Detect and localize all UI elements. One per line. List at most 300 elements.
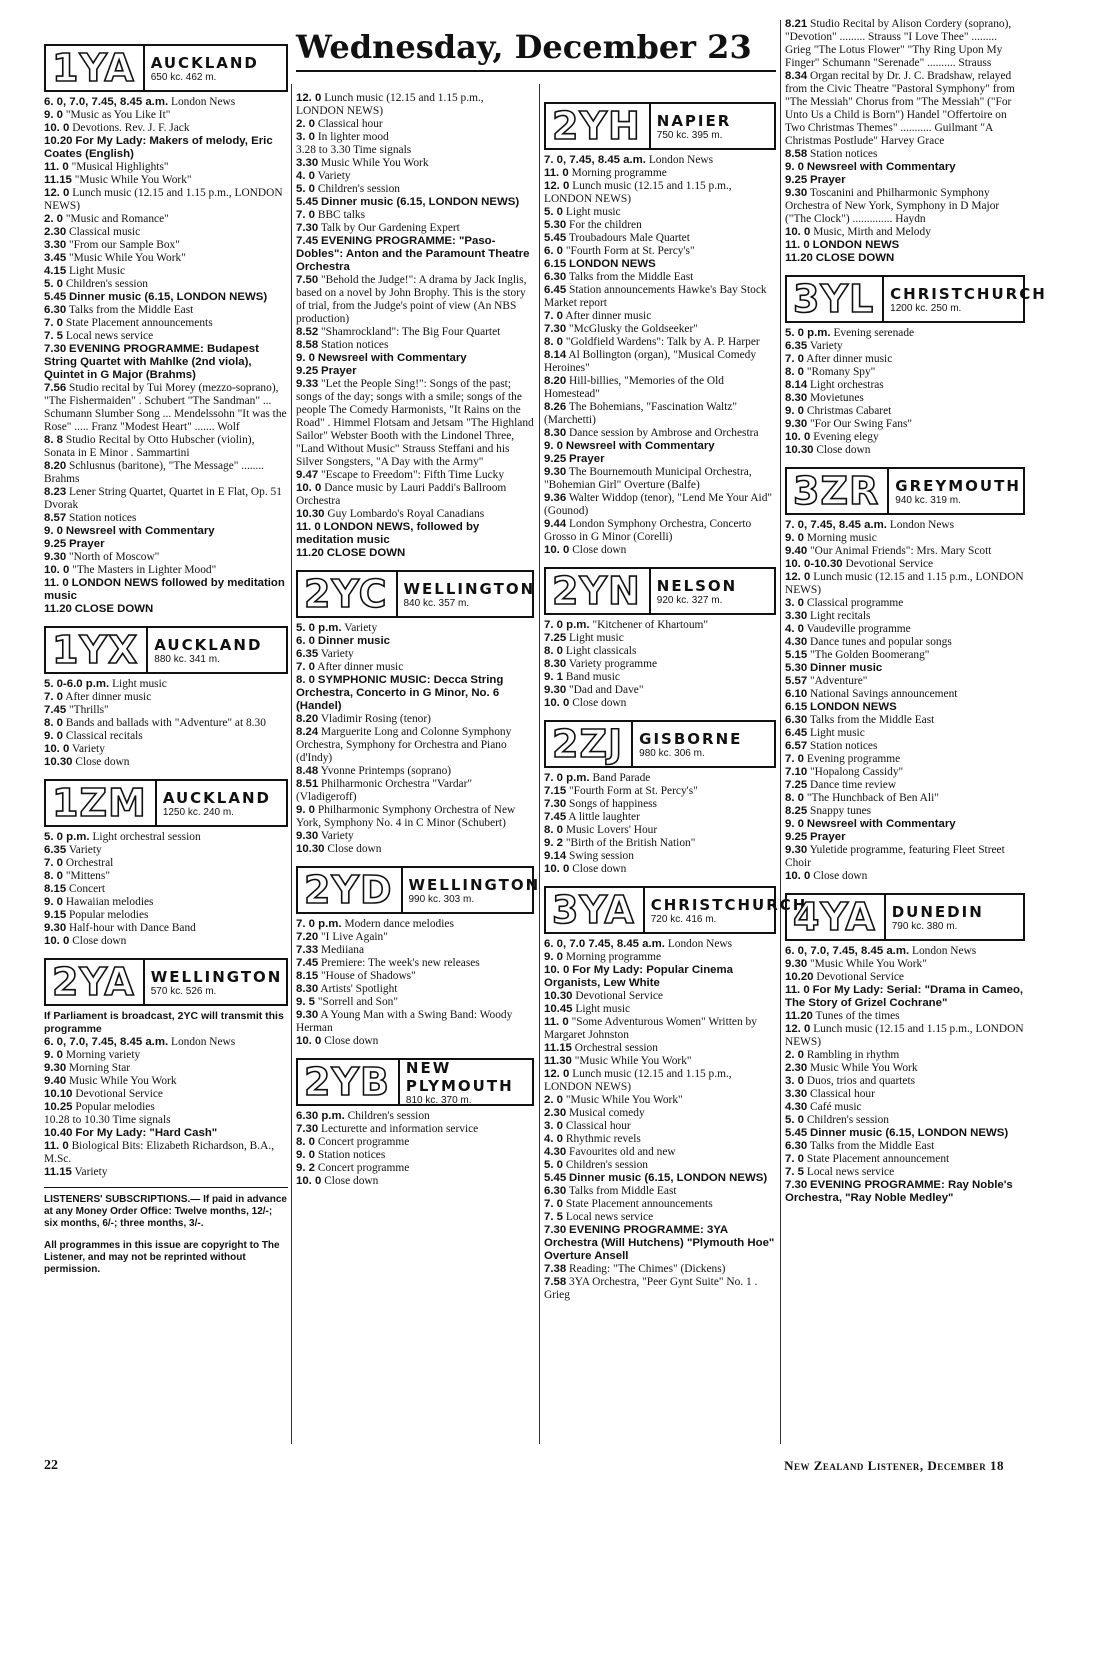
programme-entry — [44, 187, 288, 213]
programme-description: Station notices — [321, 339, 389, 351]
programme-time: 6.30 p.m. — [296, 1110, 345, 1122]
programme-description: Marguerite Long and Colonne Symphony Orchestra, Symphony for Orchestra and Piano (d'Indy) — [296, 726, 512, 764]
programme-entry — [785, 174, 1025, 187]
programme-entry — [544, 1172, 776, 1185]
programme-time: 5. 0 p.m. — [296, 622, 342, 634]
programme-time: 7.30 — [44, 343, 67, 355]
programme-entry — [544, 1185, 776, 1198]
programme-description: Schlusnus (baritone), "The Message" ........ Brahms — [44, 460, 265, 485]
station-city: NEW PLYMOUTH — [405, 1058, 514, 1095]
station-info — [643, 888, 808, 932]
programme-description: Lener String Quartet, Quartet in E Flat, Op. 51 Dvorak — [44, 486, 282, 511]
programme-entry — [544, 772, 776, 785]
programme-description: National Savings announcement — [810, 688, 958, 700]
programme-time: 12. 0 — [785, 1023, 811, 1035]
programme-time: 9.36 — [544, 492, 567, 504]
programme-entry — [785, 1127, 1025, 1140]
programme-entry — [544, 990, 776, 1003]
programme-description: Close down — [813, 870, 868, 882]
column-2 — [296, 92, 541, 1188]
programme-entry — [296, 726, 534, 765]
programme-description: Music Lovers' Hour — [565, 824, 658, 836]
station-info — [401, 868, 541, 912]
programme-description: Band music — [565, 671, 620, 683]
programme-description: "Hopalong Cassidy" — [810, 766, 904, 778]
programme-time: 11. 0 — [296, 521, 321, 533]
programme-entry — [44, 1140, 288, 1166]
programme-time: 9. 0 — [44, 730, 63, 742]
station-info — [884, 895, 1023, 939]
programme-entry — [785, 1166, 1025, 1179]
programme-description: "House of Shadows" — [321, 970, 416, 982]
programme-entry — [44, 525, 288, 538]
programme-entry — [785, 766, 1025, 779]
programme-time: 7.30 — [785, 1179, 808, 1191]
programme-entry — [785, 701, 1025, 714]
programme-entry — [44, 434, 288, 460]
programme-time: 5. 0 p.m. — [44, 831, 90, 843]
programme-description: Devotions. Rev. J. F. Jack — [72, 122, 190, 134]
programme-description: Local news service — [565, 1211, 654, 1223]
programme-entry — [785, 1101, 1025, 1114]
programme-time: 5. 0-6.0 p.m. — [44, 678, 110, 690]
programme-time: 10.10 — [44, 1088, 73, 1100]
programme-entry — [296, 648, 534, 661]
programme-entry — [544, 1042, 776, 1055]
programme-entry — [296, 144, 534, 157]
programme-entry — [44, 96, 288, 109]
programme-description: Prayer — [810, 831, 846, 843]
programme-time: 9.30 — [296, 1009, 319, 1021]
programme-entry — [785, 1062, 1025, 1075]
programme-time: 8. 0 — [296, 1136, 315, 1148]
programme-time: 8.14 — [785, 379, 808, 391]
programme-entry — [44, 486, 288, 512]
station-frequency: 750 kc. 395 m. — [656, 129, 723, 141]
station-callsign: 4YA — [793, 895, 876, 939]
programme-entry — [544, 1263, 776, 1276]
programme-entry — [544, 1133, 776, 1146]
programme-entry — [785, 805, 1025, 818]
station-header-1zm — [44, 779, 288, 827]
programme-description: "Mittens" — [65, 870, 110, 882]
programme-description: Dinner music (6.15, LONDON NEWS) — [321, 196, 520, 208]
programme-description: Swing session — [569, 850, 634, 862]
programme-time: 7. 0 p.m. — [296, 918, 342, 930]
programme-entry — [785, 870, 1025, 883]
programme-description: In lighter mood — [317, 131, 389, 143]
programme-entry — [44, 883, 288, 896]
programme-entry — [785, 945, 1025, 958]
station-callsign: 1YX — [52, 628, 139, 672]
programme-time: 6.57 — [785, 740, 808, 752]
programme-entry — [785, 753, 1025, 766]
programme-description: Classical recitals — [65, 730, 143, 742]
programme-time: 5. 0 — [44, 278, 63, 290]
programme-description: Mediiana — [321, 944, 365, 956]
programme-entry — [296, 209, 534, 222]
station-header-2yb — [296, 1058, 534, 1106]
programme-description: "Some Adventurous Women" Written by Margaret Johnston — [544, 1016, 757, 1041]
programme-time: 7. 0 — [44, 691, 63, 703]
programme-description: Newsreel with Commentary — [806, 161, 956, 173]
programme-time: 9. 0 — [544, 951, 563, 963]
programme-description: Dance session by Ambrose and Orchestra — [569, 427, 759, 439]
station-city: AUCKLAND — [162, 788, 271, 807]
programme-time: 8.57 — [44, 512, 67, 524]
programme-entry — [296, 931, 534, 944]
programme-entry — [544, 518, 776, 544]
programme-entry — [544, 544, 776, 557]
programme-entry — [296, 674, 534, 713]
programme-time: 9.30 — [785, 187, 808, 199]
programme-entry — [544, 632, 776, 645]
programme-description: LONDON NEWS — [569, 258, 656, 270]
programme-description: Close down — [72, 935, 127, 947]
programme-entry — [785, 831, 1025, 844]
programme-time: 9.30 — [544, 466, 567, 478]
programme-entry — [544, 1224, 776, 1263]
programme-time: 6.15 — [544, 258, 567, 270]
station-city: WELLINGTON — [403, 579, 536, 598]
programme-description: SYMPHONIC MUSIC: Decca String Orchestra, Concerto in G Minor, No. 6 (Handel) — [296, 674, 504, 712]
programme-time: 5.15 — [785, 649, 808, 661]
column-rule — [780, 20, 781, 1444]
programme-entry — [544, 206, 776, 219]
programme-entry — [785, 340, 1025, 353]
programme-description: Classical hour — [810, 1088, 875, 1100]
programme-entry — [44, 538, 288, 551]
programme-time: 10.20 — [785, 971, 814, 983]
programme-entry — [544, 1107, 776, 1120]
station-header-2yd — [296, 866, 541, 914]
programme-entry — [296, 131, 534, 144]
programme-description: Yvonne Printemps (soprano) — [320, 765, 452, 777]
programme-time: 6. 0, 7.0 7.45, 8.45 a.m. — [544, 938, 665, 950]
programme-description: Talks from the Middle East — [809, 1140, 935, 1152]
programme-entry — [544, 671, 776, 684]
programme-entry — [785, 844, 1025, 870]
station-frequency: 1200 kc. 250 m. — [890, 302, 962, 314]
programme-time: 10.30 — [544, 990, 573, 1002]
programme-entry — [296, 622, 534, 635]
programme-time: 8. 0 — [785, 792, 804, 804]
programme-time: 9.25 — [785, 831, 808, 843]
programme-description: "Fourth Form at St. Percy's" — [565, 245, 695, 257]
programme-time: 12. 0 — [44, 187, 70, 199]
programme-time: 9.25 — [785, 174, 808, 186]
programme-description: Evening programme — [806, 753, 901, 765]
programme-entry — [296, 661, 534, 674]
programme-time: 2. 0 — [44, 213, 63, 225]
programme-description: Evening serenade — [833, 327, 915, 339]
station-info — [649, 104, 774, 148]
programme-description: Classical hour — [317, 118, 383, 130]
programme-entry — [785, 70, 1025, 148]
programme-description: 3.28 to 3.30 Time signals — [296, 144, 412, 156]
programme-description: "I Live Again" — [321, 931, 388, 943]
programme-time: 8.51 — [296, 778, 319, 790]
programme-description: "Thrills" — [69, 704, 109, 716]
programme-entry — [44, 265, 288, 278]
programme-time: 9.47 — [296, 469, 319, 481]
programme-description: "Sorrell and Son" — [317, 996, 399, 1008]
programme-entry — [544, 167, 776, 180]
programme-time: 10.40 — [44, 1127, 73, 1139]
station-header-2yc — [296, 570, 534, 618]
programme-entry — [544, 1068, 776, 1094]
programme-time: 9. 2 — [296, 1162, 315, 1174]
programme-description: Bands and ballads with "Adventure" at 8.30 — [65, 717, 266, 729]
programme-description: Light recitals — [810, 610, 871, 622]
programme-entry — [785, 444, 1025, 457]
programme-description: Morning programme — [571, 167, 667, 179]
programme-description: Half-hour with Dance Band — [69, 922, 196, 934]
station-city: GISBORNE — [639, 729, 743, 748]
programme-time: 9. 2 — [544, 837, 563, 849]
station-frequency: 920 kc. 327 m. — [656, 594, 723, 606]
programme-time: 10. 0 — [544, 544, 570, 556]
station-callsign: 2YA — [52, 960, 135, 1004]
programme-description: Children's session — [565, 1159, 648, 1171]
programme-entry — [44, 382, 288, 434]
programme-description: "McGlusky the Goldseeker" — [569, 323, 698, 335]
programme-description: After dinner music — [806, 353, 893, 365]
programme-entry — [785, 392, 1025, 405]
programme-description: Variety — [344, 622, 378, 634]
programme-description: London News — [170, 1036, 236, 1048]
station-callsign: 3YA — [552, 888, 635, 932]
programme-entry — [44, 922, 288, 935]
programme-entry — [296, 1136, 534, 1149]
programme-description: BBC talks — [317, 209, 366, 221]
programme-description: "Escape to Freedom": Fifth Time Lucky — [321, 469, 505, 481]
programme-entry — [44, 691, 288, 704]
programme-entry — [544, 310, 776, 323]
programme-time: 11.20 — [44, 603, 72, 615]
programme-time: 10. 0 — [44, 743, 70, 755]
programme-description: Dinner music — [317, 635, 391, 647]
programme-description: Close down — [327, 843, 382, 855]
programme-entry — [785, 379, 1025, 392]
programme-entry — [296, 183, 534, 196]
programme-time: 7.33 — [296, 944, 319, 956]
programme-time: 8. 0 — [44, 870, 63, 882]
programme-description: "For Our Swing Fans" — [810, 418, 913, 430]
programme-description: London Symphony Orchestra, Concerto Grosso in G Minor (Corelli) — [544, 518, 752, 543]
programme-entry — [296, 957, 534, 970]
programme-description: Philharmonic Symphony Orchestra of New York, Symphony No. 4 in C Minor (Schubert) — [296, 804, 516, 829]
programme-description: Devotional Service — [75, 1088, 163, 1100]
programme-entry — [785, 431, 1025, 444]
programme-description: Dinner music (6.15, LONDON NEWS) — [569, 1172, 768, 1184]
programme-entry — [44, 213, 288, 226]
programme-description: Al Bollington (organ), "Musical Comedy Heroines" — [544, 349, 757, 374]
programme-entry — [296, 170, 534, 183]
programme-description: State Placement announcements — [565, 1198, 713, 1210]
programme-entry — [785, 675, 1025, 688]
programme-entry — [544, 1016, 776, 1042]
programme-description: Concert — [69, 883, 106, 895]
programme-time: 9.30 — [44, 1062, 67, 1074]
programme-description: "Music While You Work" — [565, 1094, 683, 1106]
programme-time: 6. 0, 7.0, 7.45, 8.45 a.m. — [44, 1036, 169, 1048]
programme-entry — [296, 157, 534, 170]
programme-entry — [544, 811, 776, 824]
programme-entry — [544, 401, 776, 427]
programme-time: 6. 0 — [296, 635, 315, 647]
programme-description: Newsreel with Commentary — [317, 352, 467, 364]
programme-time: 9. 0 — [544, 440, 563, 452]
programme-entry — [44, 135, 288, 161]
programme-description: Lunch music (12.15 and 1.15 p.m., LONDON NEWS) — [44, 187, 283, 212]
programme-entry — [785, 1140, 1025, 1153]
programme-entry — [785, 366, 1025, 379]
programme-description: Morning music — [806, 532, 877, 544]
programme-entry — [296, 196, 534, 209]
programme-entry — [544, 824, 776, 837]
programme-entry — [785, 252, 1025, 265]
programme-description: EVENING PROGRAMME: Ray Noble's Orchestra, "Ray Noble Medley" — [785, 1179, 1013, 1204]
programme-time: 7.10 — [785, 766, 808, 778]
programme-description: Newsreel with Commentary — [65, 525, 215, 537]
programme-description: Vaudeville programme — [806, 623, 911, 635]
programme-description: Lunch music (12.15 and 1.15 p.m., LONDON NEWS) — [296, 92, 484, 117]
programme-description: EVENING PROGRAMME: "Paso-Dobles": Anton and the Paramount Theatre Orchestra — [296, 235, 530, 273]
programme-description: "Music While You Work" — [574, 1055, 692, 1067]
programme-description: "Music as You Like It" — [65, 109, 171, 121]
programme-time: 3.30 — [296, 157, 319, 169]
programme-entry — [785, 597, 1025, 610]
station-city: AUCKLAND — [150, 53, 259, 72]
programme-description: "The Masters in Lighter Mood" — [72, 564, 217, 576]
programme-entry — [544, 232, 776, 245]
programme-description: "Music and Romance" — [65, 213, 169, 225]
station-frequency: 1250 kc. 240 m. — [162, 806, 234, 818]
programme-time: 9.25 — [44, 538, 67, 550]
programme-entry — [44, 460, 288, 486]
programme-time: 10. 0 — [44, 935, 70, 947]
programme-time: 10. 0 — [544, 863, 570, 875]
programme-time: 8.20 — [544, 375, 567, 387]
programme-entry — [785, 688, 1025, 701]
programme-entry — [544, 1120, 776, 1133]
programme-description: Hill-billies, "Memories of the Old Homestead" — [544, 375, 724, 400]
programme-description: Lunch music (12.15 and 1.15 p.m., LONDON NEWS) — [785, 571, 1024, 596]
station-note: If Parliament is broadcast, 2YC will transmit this programme — [44, 1010, 284, 1035]
programme-description: Talks from Middle East — [568, 1185, 677, 1197]
programme-description: Light music — [575, 1003, 631, 1015]
programme-entry — [44, 1088, 288, 1101]
programme-time: 7. 0 p.m. — [544, 619, 590, 631]
programme-description: For the children — [569, 219, 642, 231]
programme-description: Close down — [572, 697, 627, 709]
programme-entry — [785, 779, 1025, 792]
programme-time: 4.30 — [785, 1101, 808, 1113]
programme-entry — [44, 935, 288, 948]
station-frequency: 940 kc. 319 m. — [895, 494, 961, 506]
programme-time: 11. 0 — [44, 1140, 69, 1152]
programme-entry — [544, 850, 776, 863]
station-info — [143, 46, 286, 90]
station-header-1ya — [44, 44, 288, 92]
programme-entry — [44, 870, 288, 883]
programme-entry — [785, 327, 1025, 340]
programme-entry — [296, 996, 534, 1009]
programme-entry — [44, 1036, 288, 1049]
programme-description: CLOSE DOWN — [326, 547, 406, 559]
programme-description: Variety — [317, 170, 351, 182]
programme-entry — [44, 1075, 288, 1088]
programme-entry — [44, 343, 288, 382]
programme-time: 3. 0 — [785, 1075, 804, 1087]
programme-entry — [296, 352, 534, 365]
programme-time: 8.14 — [544, 349, 567, 361]
programme-time: 10. 0 — [544, 964, 570, 976]
programme-time: 5. 0 — [296, 183, 315, 195]
programme-description: Light orchestras — [810, 379, 884, 391]
station-info — [398, 1060, 532, 1104]
programme-description: Children's session — [347, 1110, 430, 1122]
programme-entry — [544, 427, 776, 440]
station-frequency: 650 kc. 462 m. — [150, 71, 217, 83]
programme-description: Variety — [809, 340, 843, 352]
programme-description: Christmas Cabaret — [806, 405, 892, 417]
programme-time: 10. 0 — [785, 431, 811, 443]
station-frequency: 790 kc. 380 m. — [891, 920, 958, 932]
programme-entry — [544, 951, 776, 964]
programme-entry — [544, 1276, 776, 1302]
programme-time: 9.30 — [544, 684, 567, 696]
programme-time: 7. 0 — [44, 317, 63, 329]
programme-entry — [296, 274, 534, 326]
programme-description: Favourites old and new — [569, 1146, 676, 1158]
programme-time: 10.30 — [44, 756, 73, 768]
programme-description: Organ recital by Dr. J. C. Bradshaw, relayed from the Civic Theatre "Pastoral Symphony" from "The Messiah" Chorus from "The Messiah" ("For Unto Us a Child is Born") Handel "Offertoire on Two Christmas Themes" ........... Guilmant "A Christmas Postlude" Harvey Grace — [785, 70, 1015, 147]
programme-time: 7. 0 p.m. — [544, 772, 590, 784]
programme-description: The Bohemians, "Fascination Waltz" (Marchetti) — [544, 401, 738, 426]
programme-time: 7. 0 — [544, 310, 563, 322]
programme-description: A Young Man with a Swing Band: Woody Herman — [296, 1009, 513, 1034]
programme-description: Walter Widdop (tenor), "Lend Me Your Aid" (Gounod) — [544, 492, 773, 517]
programme-entry — [44, 564, 288, 577]
programme-description: Devotional Service — [816, 971, 904, 983]
programme-entry — [785, 740, 1025, 753]
programme-entry — [785, 1114, 1025, 1127]
programme-entry — [785, 958, 1025, 971]
station-city: CHRISTCHURCH — [650, 895, 808, 914]
programme-description: Variety — [68, 844, 102, 856]
programme-time: 10.25 — [44, 1101, 73, 1113]
programme-description: EVENING PROGRAMME: Budapest String Quartet with Mahlke (2nd viola), Quintet in G Major (Brahms) — [44, 343, 259, 381]
programme-entry — [544, 453, 776, 466]
programme-time: 11.20 — [785, 252, 813, 264]
programme-entry — [296, 1162, 534, 1175]
programme-time: 9. 0 — [296, 804, 315, 816]
programme-time: 7.15 — [544, 785, 567, 797]
programme-entry — [44, 551, 288, 564]
programme-time: 7. 0, 7.45, 8.45 a.m. — [785, 519, 887, 531]
programme-entry — [544, 336, 776, 349]
programme-description: Station notices — [810, 148, 878, 160]
programme-description: Classical music — [69, 226, 141, 238]
programme-time: 9.25 — [544, 453, 567, 465]
programme-time: 7.25 — [785, 779, 808, 791]
programme-description: EVENING PROGRAMME: 3YA Orchestra (Will Hutchens) "Plymouth Hoe" Overture Ansell — [544, 1224, 775, 1262]
programme-description: Morning variety — [65, 1049, 141, 1061]
programme-time: 5.45 — [44, 291, 67, 303]
programme-description: Music While You Work — [321, 157, 429, 169]
